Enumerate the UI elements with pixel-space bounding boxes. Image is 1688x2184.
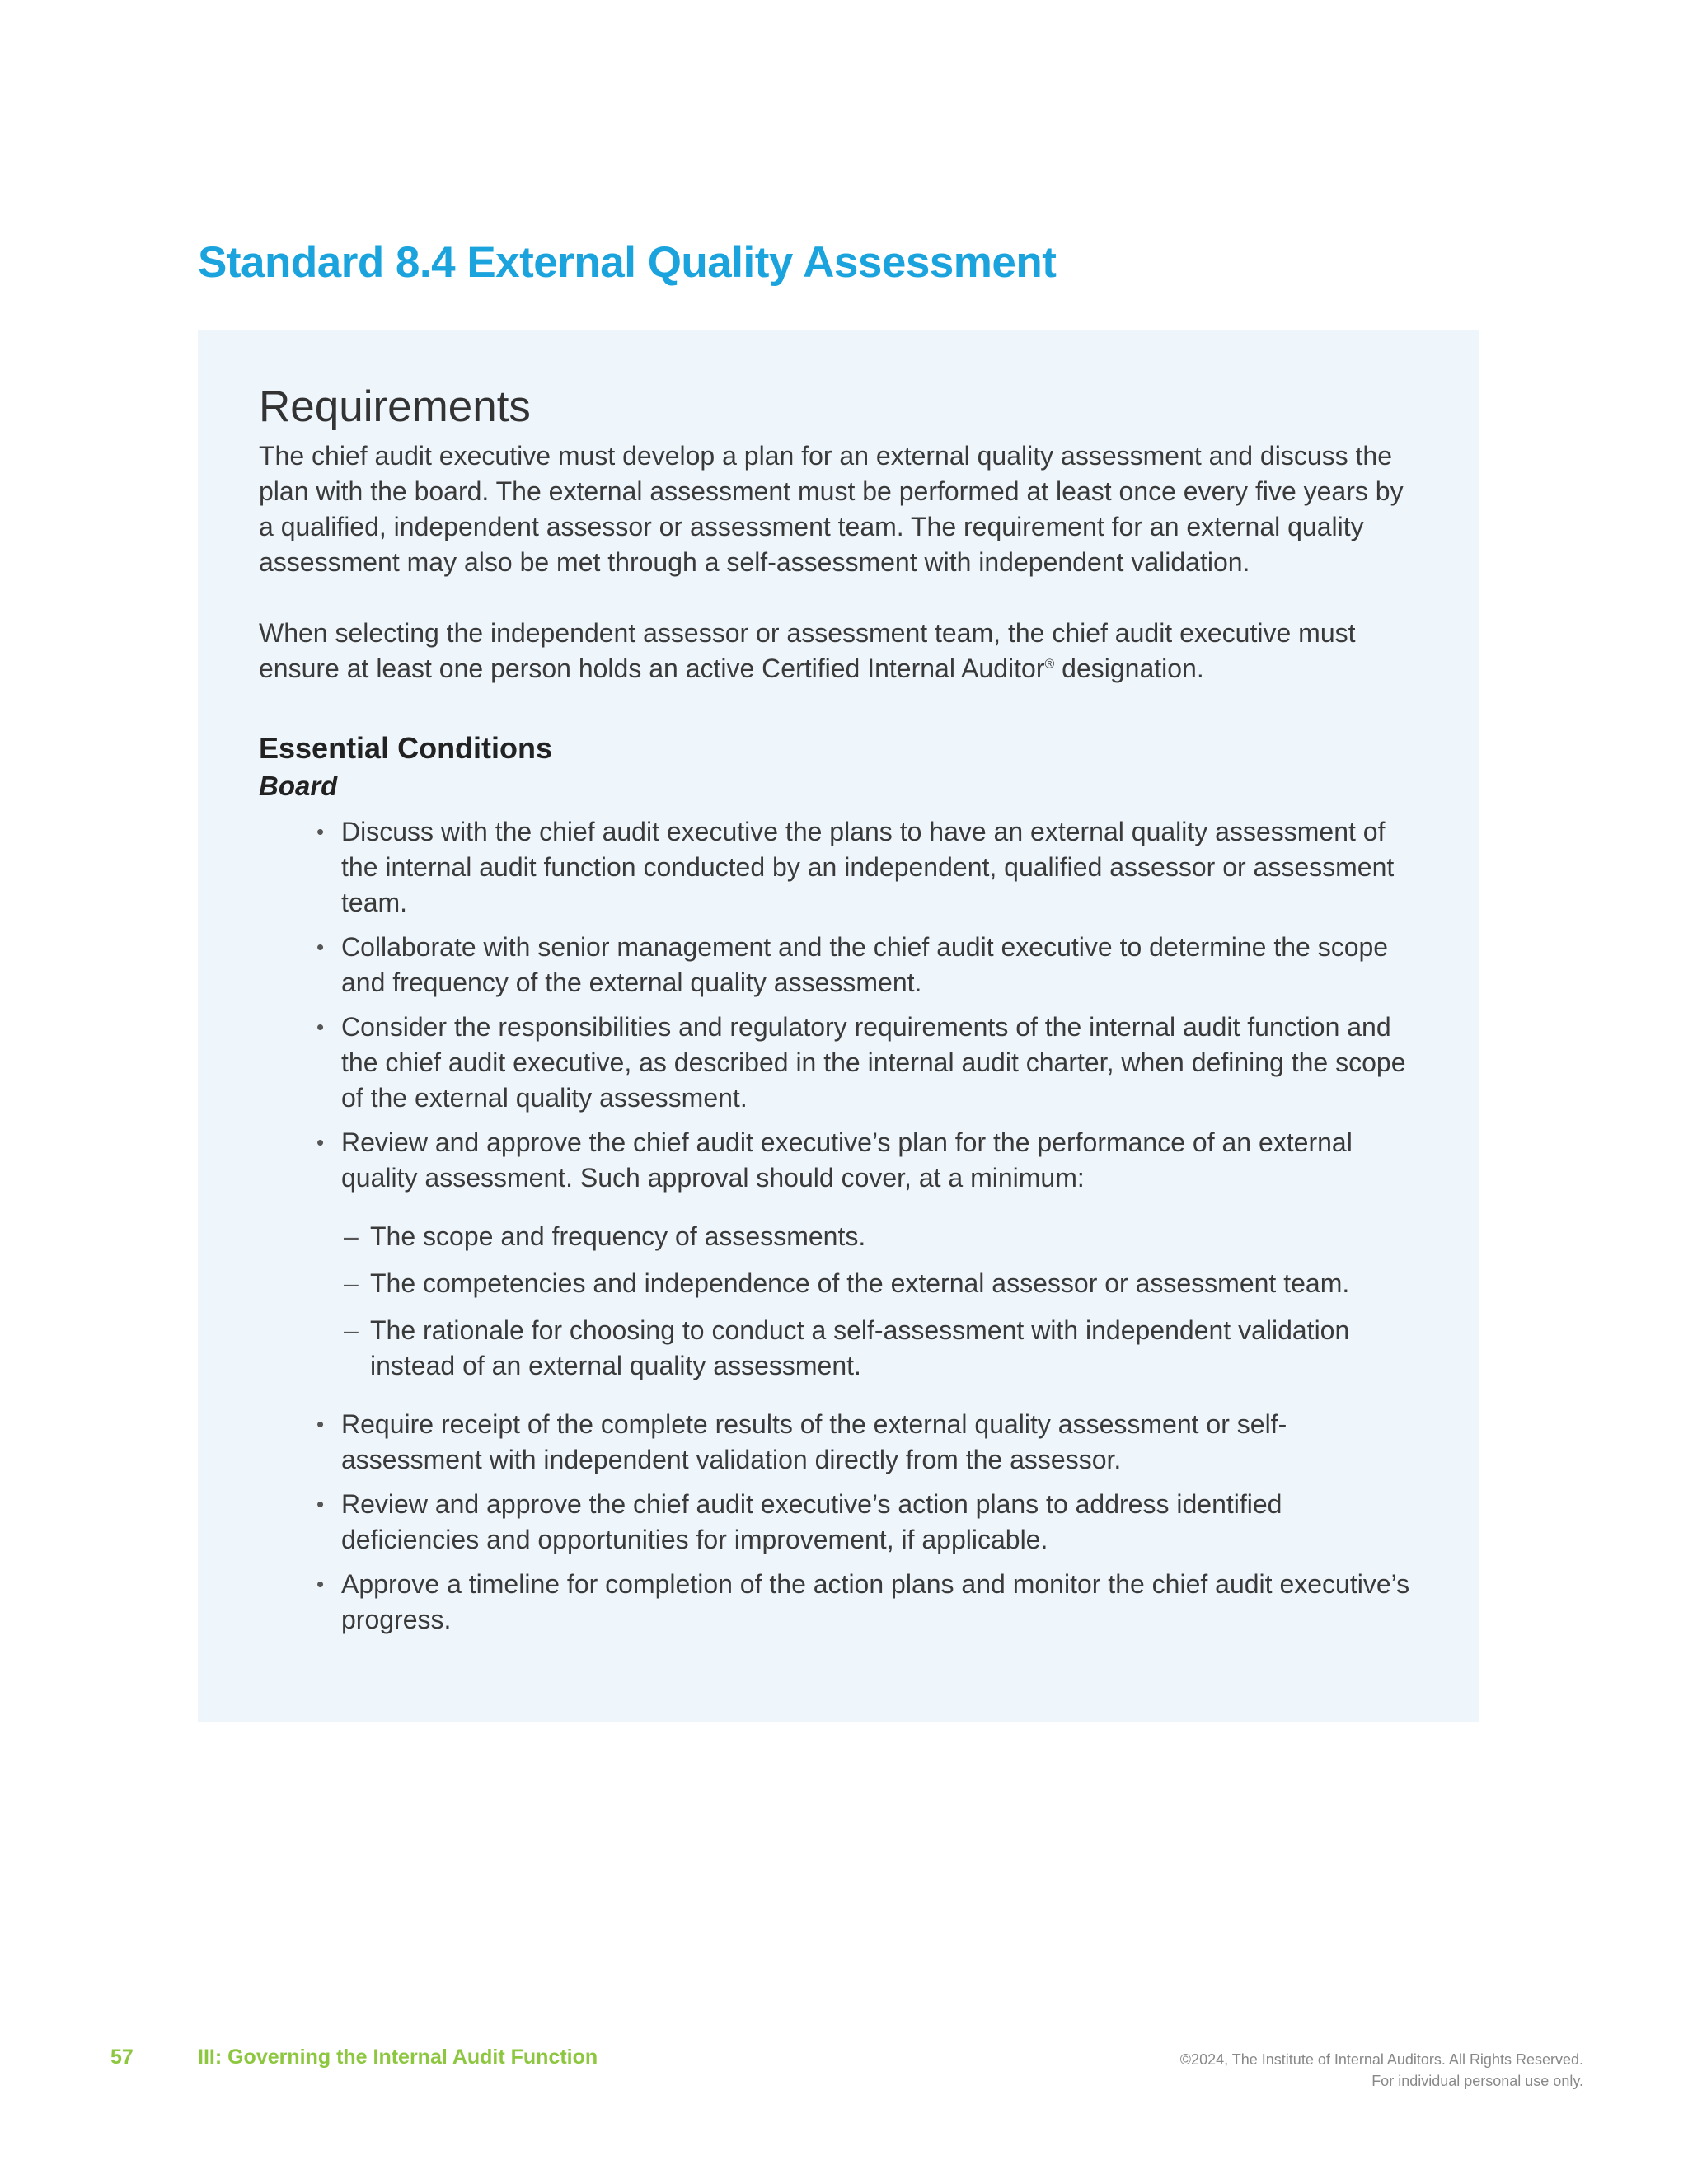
board-subheading: Board xyxy=(259,771,338,802)
copyright-text: ©2024, The Institute of Internal Auditors. All Rights Reserved. xyxy=(1179,2051,1583,2068)
list-item-text: Review and approve the chief audit executive’s action plans to address identified deficiencies and opportunities for improvement, if applicable. xyxy=(341,1488,1282,1554)
approval-scope-list xyxy=(341,1219,1422,1384)
requirements-paragraph-2-end: designation. xyxy=(1054,653,1204,683)
sub-list-item xyxy=(344,1266,1422,1301)
essential-conditions-heading: Essential Conditions xyxy=(259,730,553,765)
sub-list-item xyxy=(344,1313,1422,1384)
bullet-icon: • xyxy=(316,1014,325,1039)
list-item xyxy=(316,1010,1422,1116)
requirements-paragraph-2-text: When selecting the independent assessor or assessment team, the chief audit executive must ensure at least one person holds an active Certified Internal Auditor xyxy=(259,617,1356,683)
sub-list-item-text: The rationale for choosing to conduct a self-assessment with independent validation instead of an external quality assessment. xyxy=(370,1315,1350,1380)
sub-list-item-text: The competencies and independence of the external assessor or assessment team. xyxy=(370,1268,1350,1298)
bullet-icon: • xyxy=(316,934,325,959)
list-item xyxy=(316,930,1422,1001)
dash-icon: – xyxy=(344,1221,359,1251)
requirements-paragraph-2 xyxy=(259,616,1422,687)
list-item-text: Approve a timeline for completion of the action plans and monitor the chief audit executive’s progress. xyxy=(341,1568,1410,1634)
bullet-icon: • xyxy=(316,1491,325,1516)
requirements-paragraph-1: The chief audit executive must develop a plan for an external quality assessment and discuss the plan with the board. The external assessment must be performed at least once every five years by a qualified, independent assessor or assessment team. The requirement for an external quality assessment may also be met through a self-assessment with independent validation. xyxy=(259,440,1404,577)
page-number: 57 xyxy=(110,2046,134,2069)
page-title: Standard 8.4 External Quality Assessment xyxy=(198,238,1057,287)
requirements-heading: Requirements xyxy=(259,382,531,431)
list-item-text: Review and approve the chief audit executive’s plan for the performance of an external quality assessment. Such approval should cover, at a minimum: xyxy=(341,1127,1353,1193)
requirements-box xyxy=(198,330,1479,1722)
list-item-text: Consider the responsibilities and regulatory requirements of the internal audit function and the chief audit executive, as described in the internal audit charter, when defining the scope of the external quality assessment. xyxy=(341,1011,1406,1113)
footer-section-title: III: Governing the Internal Audit Function xyxy=(198,2046,598,2069)
dash-icon: – xyxy=(344,1315,359,1345)
bullet-icon: • xyxy=(316,1411,325,1436)
list-item xyxy=(316,1487,1422,1558)
list-item xyxy=(316,1125,1422,1384)
sub-list-item-text: The scope and frequency of assessments. xyxy=(370,1221,866,1251)
list-item xyxy=(316,1407,1422,1478)
bullet-icon: • xyxy=(316,1129,325,1155)
list-item-text: Require receipt of the complete results of the external quality assessment or self-assessment with independent validation directly from the assessor. xyxy=(341,1408,1287,1474)
dash-icon: – xyxy=(344,1268,359,1298)
bullet-icon: • xyxy=(316,1571,325,1596)
usage-text: For individual personal use only. xyxy=(1372,2073,1583,2089)
sub-list-item xyxy=(344,1219,1422,1254)
list-item xyxy=(316,814,1422,921)
footer-copyright xyxy=(1180,2049,1583,2092)
board-conditions-list xyxy=(259,814,1422,1638)
list-item xyxy=(316,1567,1422,1638)
registered-mark: ® xyxy=(1044,656,1055,671)
list-item-text: Collaborate with senior management and the chief audit executive to determine the scope and frequency of the external quality assessment. xyxy=(341,931,1389,997)
list-item-text: Discuss with the chief audit executive the plans to have an external quality assessment of the internal audit function conducted by an independent, qualified assessor or assessment team. xyxy=(341,816,1395,917)
bullet-icon: • xyxy=(316,818,325,844)
